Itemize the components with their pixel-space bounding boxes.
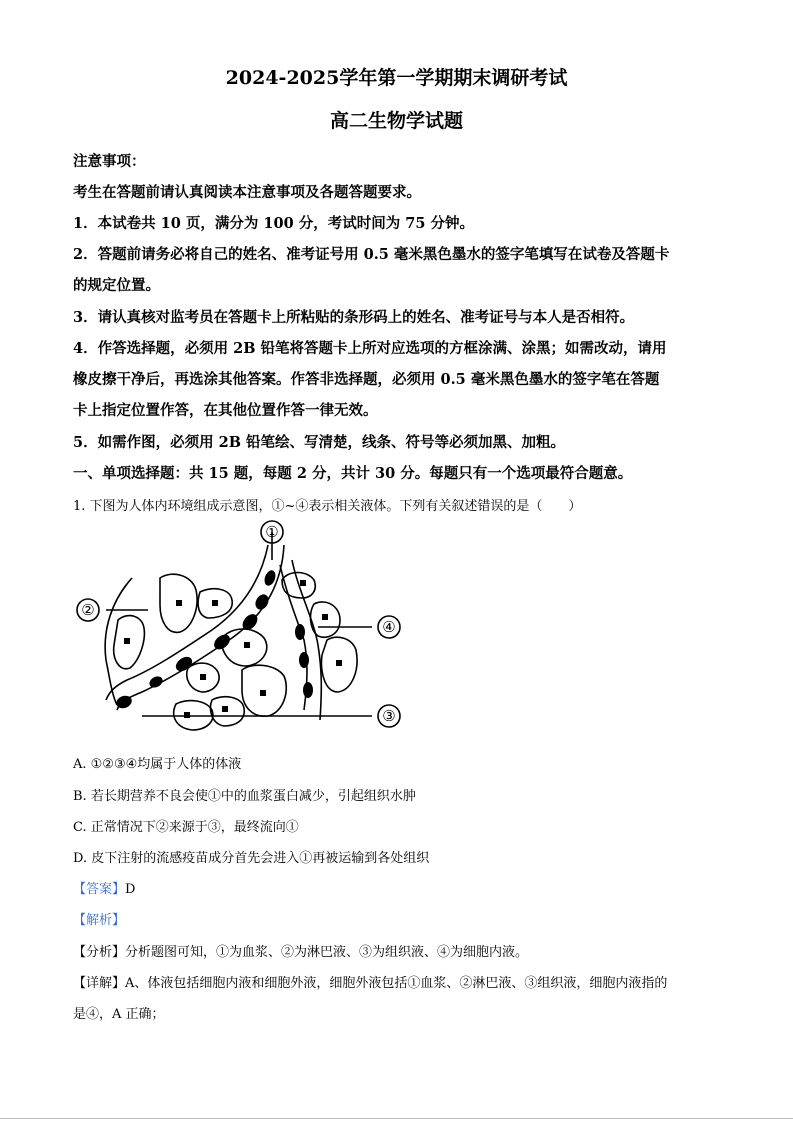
notice-item-2a: 2．答题前请务必将自己的姓名、准考证号用 0.5 毫米黑色墨水的签字笔填写在试卷及答题卡 (73, 246, 670, 263)
option-d: D. 皮下注射的流感疫苗成分首先会进入①再被运输到各处组织 (73, 851, 430, 866)
notice-item-4b: 橡皮擦干净后，再选涂其他答案。作答非选择题，必须用 0.5 毫米黑色墨水的签字笔在答题 (73, 371, 660, 388)
option-b: B. 若长期营养不良会使①中的血浆蛋白减少，引起组织水肿 (73, 789, 416, 804)
label-1: ① (265, 523, 279, 541)
notice-item-5: 5．如需作图，必须用 2B 铅笔绘、写清楚，线条、符号等必须加黑、加粗。 (73, 434, 566, 451)
section-heading: 一、单项选择题：共 15 题，每题 2 分，共计 30 分。每题只有一个选项最符合题意。 (73, 465, 633, 482)
option-a: A. ①②③④均属于人体的体液 (73, 757, 242, 772)
notice-intro: 考生在答题前请认真阅读本注意事项及各题答题要求。 (73, 184, 421, 201)
page-bottom-rule (0, 1118, 793, 1119)
label-3: ③ (382, 707, 396, 725)
xiangjie-text-b: 是④，A 正确； (73, 1007, 165, 1022)
notice-item-4c: 卡上指定位置作答，在其他位置作答一律无效。 (73, 402, 378, 419)
xiangjie-tag: 【详解】 (73, 976, 126, 991)
xiangjie-line (73, 972, 667, 991)
fenxi-line (73, 941, 528, 960)
question-1-stem: 1. 下图为人体内环境组成示意图，①~④表示相关液体。下列有关叙述错误的是（ ） (73, 499, 582, 514)
analysis-tag: 【解析】 (73, 913, 126, 928)
answer-value: D (125, 882, 136, 897)
fenxi-tag: 【分析】 (73, 945, 126, 960)
answer-line (73, 878, 135, 897)
label-2: ② (81, 601, 95, 619)
fenxi-text: 分析题图可知，①为血浆、②为淋巴液、③为组织液、④为细胞内液。 (125, 945, 529, 960)
notice-item-4a: 4．作答选择题，必须用 2B 铅笔将答题卡上所对应选项的方框涂满、涂黑；如需改动，请用 (73, 340, 667, 357)
notice-heading: 注意事项： (73, 153, 146, 170)
answer-tag: 【答案】 (73, 882, 126, 897)
notice-item-3: 3．请认真核对监考员在答题卡上所粘贴的条形码上的姓名、准考证号与本人是否相符。 (73, 309, 635, 326)
exam-title: 2024-2025学年第一学期期末调研考试 (225, 67, 568, 89)
exam-subtitle: 高二生物学试题 (329, 110, 463, 132)
notice-item-1: 1．本试卷共 10 页，满分为 100 分，考试时间为 75 分钟。 (73, 215, 474, 232)
xiangjie-text-a: A、体液包括细胞内液和细胞外液，细胞外液包括①血浆、②淋巴液、③组织液，细胞内液指的 (125, 976, 668, 991)
notice-item-2b: 的规定位置。 (73, 277, 160, 294)
label-4: ④ (382, 618, 396, 636)
option-c: C. 正常情况下②来源于③，最终流向① (73, 820, 299, 835)
internal-environment-diagram (72, 520, 412, 735)
